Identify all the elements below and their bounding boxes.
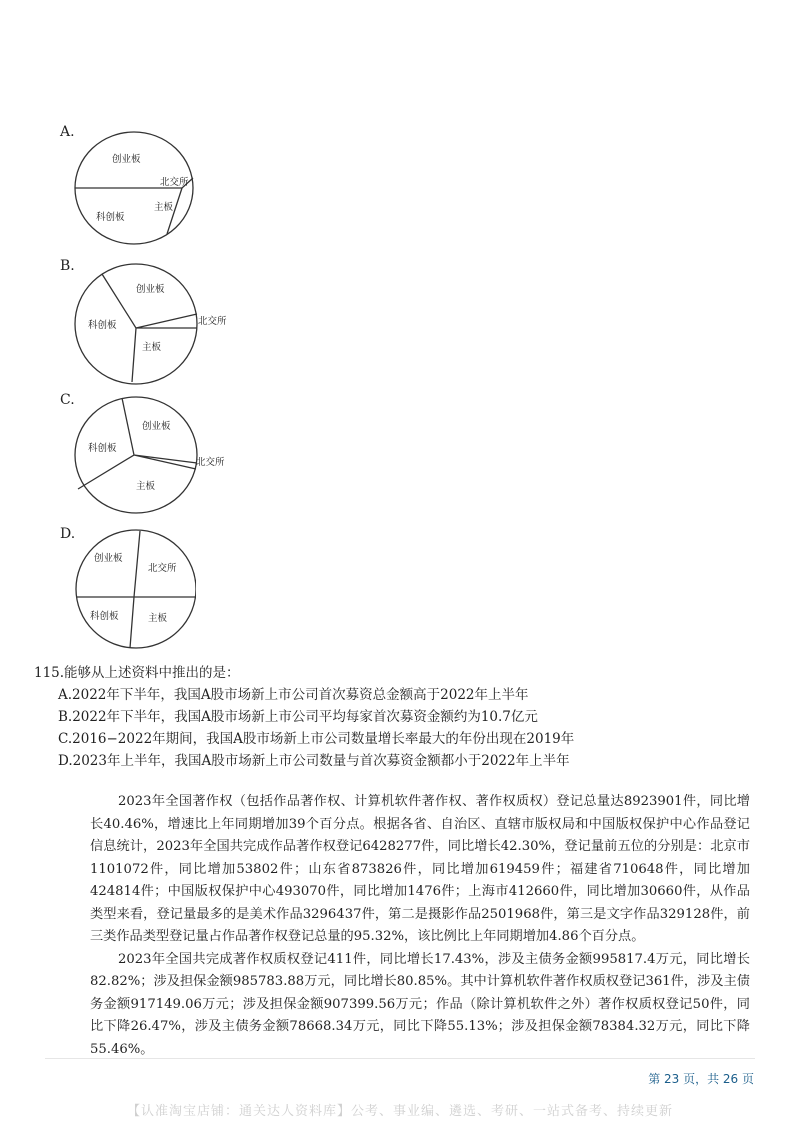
- question-title: 115.能够从上述资料中推出的是：: [34, 665, 240, 681]
- option-a-letter: A.: [60, 124, 75, 140]
- pie-b-label-bjs: 北交所: [198, 316, 227, 327]
- question-option-c: C.2016−2022年期间，我国A股市场新上市公司数量增长率最大的年份出现在2019年: [58, 731, 575, 747]
- footer-divider: [45, 1058, 755, 1059]
- pie-chart-b: [72, 262, 240, 386]
- passage-paragraph-2: 2023年全国共完成著作权质权登记411件，同比增长17.43%，涉及主债务金额995817.4万元，同比增长82.82%；涉及担保金额985783.88万元，同比增长80.85%。其中计算机软件著作权质权登记361件，涉及主债务金额917149.06万元；涉及担保金额907399.56万元；作品（除计算机软件之外）著作权质权登记50件，同比下降26.47%，涉及主债务金额78668.34万元，同比下降55.13%；涉及担保金额78384.32万元，同比下降55.46%。: [90, 951, 750, 1057]
- question-option-b: B.2022年下半年，我国A股市场新上市公司平均每家首次募资金额约为10.7亿元: [58, 709, 538, 725]
- question-115: [34, 662, 774, 772]
- pie-b-label-cyb: 创业板: [136, 284, 165, 295]
- pie-a-label-kcb: 科创板: [96, 212, 125, 223]
- watermark-text: 【认准淘宝店铺：通关达人资料库】公考、事业编、遴选、考研、一站式备考、持续更新: [126, 1104, 673, 1119]
- pie-c-label-cyb: 创业板: [142, 421, 171, 432]
- pie-chart-a: [72, 128, 196, 248]
- pie-d-label-kcb: 科创板: [90, 611, 119, 622]
- pie-a-label-bjs: 北交所: [160, 177, 189, 188]
- pie-a-label-cyb: 创业板: [112, 154, 141, 165]
- pie-c-label-kcb: 科创板: [88, 443, 117, 454]
- option-b-letter: B.: [60, 258, 75, 274]
- pie-d-label-bjs: 北交所: [148, 563, 177, 574]
- pie-b-label-zb: 主板: [142, 342, 162, 353]
- question-option-d: D.2023年上半年，我国A股市场新上市公司数量与首次募资金额都小于2022年上半年: [58, 753, 570, 769]
- pie-d-label-cyb: 创业板: [94, 553, 123, 564]
- pie-c-label-zb: 主板: [136, 481, 156, 492]
- pie-c-label-bjs: 北交所: [196, 457, 225, 468]
- page-number: 第 23 页，共 26 页: [648, 1072, 754, 1086]
- option-d-letter: D.: [60, 526, 76, 542]
- pie-b-label-kcb: 科创板: [88, 320, 117, 331]
- pie-a-label-zb: 主板: [154, 202, 174, 213]
- option-c-letter: C.: [60, 392, 75, 408]
- reading-passage: [90, 791, 750, 1061]
- passage-paragraph-1: 2023年全国著作权（包括作品著作权、计算机软件著作权、著作权质权）登记总量达8923901件，同比增长40.46%，增速比上年同期增加39个百分点。根据各省、自治区、直辖市版权局和中国版权保护中心作品登记信息统计，2023年全国共完成作品著作权登记6428277件，同比增长42.30%，登记量前五位的分别是：北京市1101072件，同比增加53802件；山东省873826件，同比增加619459件；福建省710648件，同比增加424814件；中国版权保护中心493070件，同比增加1476件；上海市412660件，同比增加30660件，从作品类型来看，登记量最多的是美术作品3296437件，第二是摄影作品2501968件，第三是文字作品329128件，前三类作品类型登记量占作品著作权登记总量的95.32%，该比例比上年同期增加4.86个百分点。: [90, 794, 750, 944]
- pie-d-label-zb: 主板: [148, 613, 168, 624]
- pie-chart-d: [72, 527, 196, 651]
- question-option-a: A.2022年下半年，我国A股市场新上市公司首次募资总金额高于2022年上半年: [58, 687, 529, 703]
- pie-chart-c: [72, 393, 240, 517]
